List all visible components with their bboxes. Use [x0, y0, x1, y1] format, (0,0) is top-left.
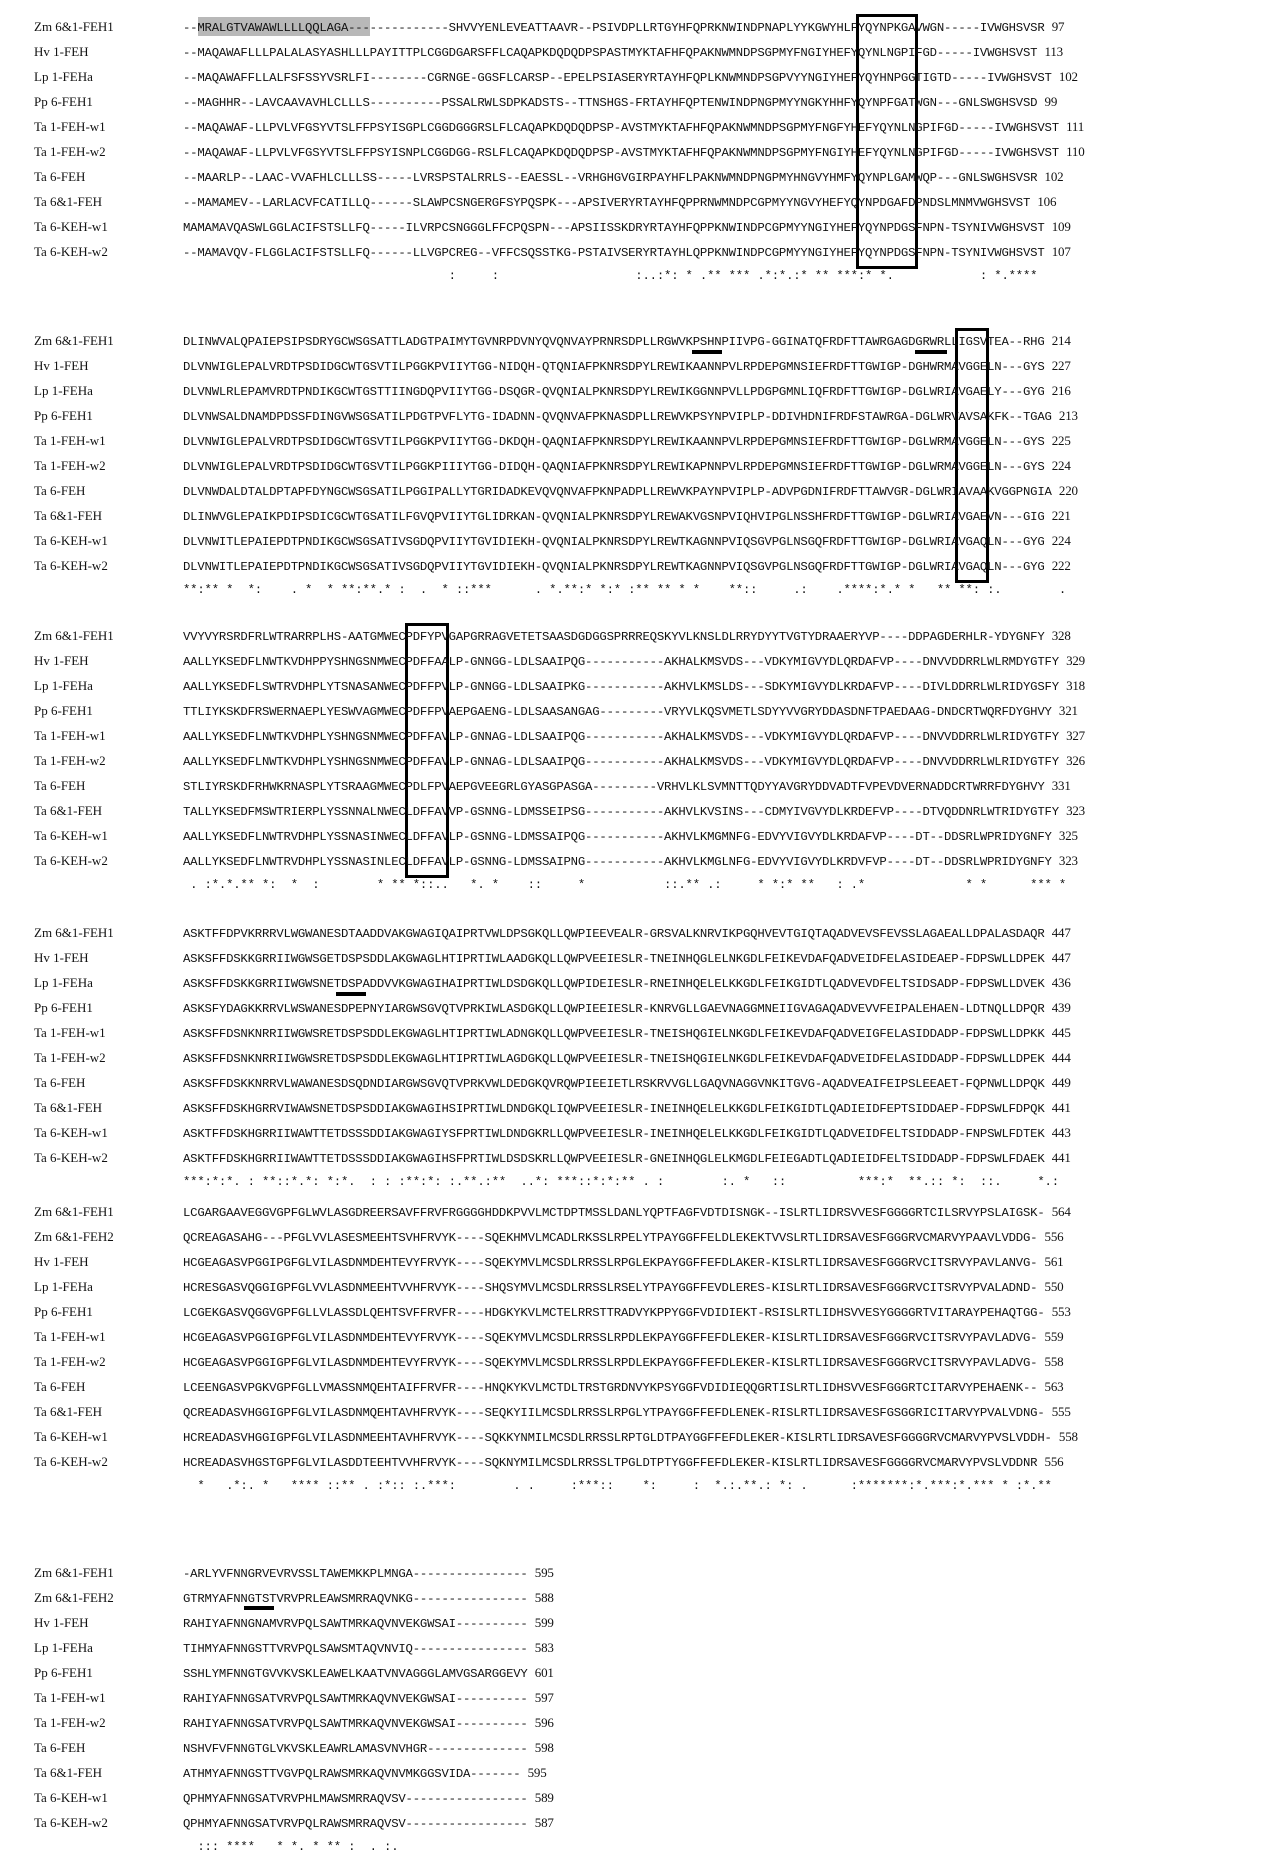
sequence-label: Zm 6&1-FEH1 [34, 19, 114, 34]
sequence-label: Lp 1-FEHa [34, 975, 93, 990]
consensus-line: : : :..:*: * .** *** .*:*.:* ** ***:* *. : *.**** [183, 269, 1038, 283]
sequence-text: RAHIYAFNNGSATVRVPQLSAWTMRKAQVNVEKGWSAI---------- 596 [183, 1715, 554, 1731]
sequence-text: ASKSFFDSNKNRRIIWGWSRETDSPSDDLEKGWAGLHTIPRTIWLADNGKQLLQWPVEEIESLR-TNEISHQGIELNKGDLFEIKEVDAFQADVEIGFELASIDDADP-FDPSWLLDPKK 445 [183, 1025, 1071, 1041]
sequence-text: --MAARLP--LAAC-VVAFHLCLLLSS-----LVRSPSTALRRLS--EAESSL--VRHGHGVGIRPAYHFLPAKNWMNDPNGPMYHNGVYHMFYQYNPLGAMWQP---GNLSWGHSVSR 102 [183, 169, 1064, 185]
sequence-label: Ta 1-FEH-w2 [34, 753, 106, 768]
residue-count: 216 [1051, 383, 1071, 398]
sequence-label: Ta 6&1-FEH [34, 803, 103, 818]
sequence-text: VVYVYRSRDFRLWTRARRPLHS-AATGMWECPDFYPVGAPGRRAGVETETSAASDGDGGSPRRREQSKYVLKNSLDLRRYDYYTVGTYDRAAERYVP----DDPAGDERHLR-YDYGNFY 328 [183, 628, 1071, 644]
sequence-label: Lp 1-FEHa [34, 69, 93, 84]
residue-count: 318 [1066, 678, 1085, 693]
sequence-text: QPHMYAFNNGSATVRVPHLMAWSMRRAQVSV----------------- 589 [183, 1790, 554, 1806]
residue-count: 227 [1051, 358, 1071, 373]
residue-count: 444 [1051, 1050, 1071, 1065]
sequence-text: SSHLYMFNNGTGVVKVSKLEAWELKAATVNVAGGGLAMVGSARGGEVY 601 [183, 1665, 554, 1681]
sequence-label: Ta 6-FEH [34, 483, 86, 498]
sequence-text: HCREADASVHGGIGPFGLVILASDNMEEHTAVHFRVYK----SQKKYNMILMCSDLRRSSLRPTGLDTPAYGGFFEFDLEKER-KISLRTLIDRSAVESFGGGGRVCMARVYPVSLVDDH- 558 [183, 1429, 1078, 1445]
sequence-label: Ta 6-KEH-w1 [34, 533, 108, 548]
sequence-label: Ta 6&1-FEH [34, 508, 103, 523]
sequence-text: RAHIYAFNNGSATVRVPQLSAWTMRKAQVNVEKGWSAI---------- 597 [183, 1690, 554, 1706]
residue-count: 550 [1044, 1279, 1064, 1294]
sequence-label: Ta 6-KEH-w2 [34, 558, 108, 573]
residue-count: 321 [1058, 703, 1078, 718]
sequence-label: Ta 6-FEH [34, 778, 86, 793]
sequence-label: Ta 6-KEH-w2 [34, 1150, 108, 1165]
sequence-label: Zm 6&1-FEH1 [34, 333, 114, 348]
consensus-line: ***:*:*. : **::*.*: *:*. : : :**:*: :.**.:** ..*: ***::*:*:** . : :. * :: ***:* **.:: *: ::. *.: [183, 1175, 1059, 1189]
sequence-text: QPHMYAFNNGSATVRVPQLRAWSMRRAQVSV----------------- 587 [183, 1815, 554, 1831]
sequence-text: LCGEKGASVQGGVGPFGLLVLASSDLQEHTSVFFRVFR----HDGKYKVLMCTELRRSTTRADVYKPPYGGFVDIDIEKT-RSISLRTLIDHSVVESYGGGGRTVITARAYPEHAQTGG- 553 [183, 1304, 1071, 1320]
sequence-text: ASKSFFDSKKNRRVLWAWANESDSQDNDIARGWSGVQTVPRKVWLDEDGKQVRQWPIEEIETLRSKRVVGLLGAQVNAGGVNKITGVG-AQADVEAIFEIPSLEEAET-FQPNWLLDPQK 449 [183, 1075, 1071, 1091]
sequence-text: DLVNWITLEPAIEPDTPNDIKGCWSGSATIVSGDQPVIIYTGVIDIEKH-QVQNIALPKNRSDPYLREWTKAGNNPVIQSGVPGLNSGQFRDFTTGWIGP-DGLWRIAVGAQLN---GYG 222 [183, 558, 1071, 574]
sequence-text: ASKSFFDSNKNRRIIWGWSRETDSPSDDLEKGWAGLHTIPRTIWLAGDGKQLLQWPVEEIESLR-TNEISHQGIELNKGDLFEIKEVDAFQADVEIDFELASIDDADP-FDPSWLLDPEK 444 [183, 1050, 1071, 1066]
sequence-label: Ta 6-KEH-w2 [34, 1815, 108, 1830]
sequence-label: Ta 6&1-FEH [34, 1765, 103, 1780]
sequence-label: Hv 1-FEH [34, 44, 89, 59]
sequence-text: --MAMAVQV-FLGGLACIFSTSLLFQ------LLVGPCREG--VFFCSQSSTKG-PSTAIVSERYRTAYHLQPPKNWINDPCGPMYYNGIYHEFYQYNPDGSFNPN-TSYNIVWGHSVST 107 [183, 244, 1071, 260]
residue-count: 589 [534, 1790, 554, 1805]
residue-count: 598 [534, 1740, 554, 1755]
sequence-text: HCGEAGASVPGGIGPFGLVILASDNMDEHTEVYFRVYK----SQEKYMVLMCSDLRRSSLRPDLEKPAYGGFFEFDLEKER-KISLRTLIDRSAVESFGGGRVCITSRVYPAVLADVG- 558 [183, 1354, 1064, 1370]
residue-count: 441 [1051, 1150, 1071, 1165]
sequence-label: Hv 1-FEH [34, 358, 89, 373]
residue-count: 323 [1058, 853, 1078, 868]
sequence-text: DLVNWIGLEPALVRDTPSDIDGCWTGSVTILPGGKPVIIYTGG-DKDQH-QAQNIAFPKNRSDPYLREWIKAANNPVLRPDEPGMNSIEFRDFTTGWIGP-DGLWRMAVGGELN---GYS 225 [183, 433, 1071, 449]
sequence-label: Pp 6-FEH1 [34, 94, 93, 109]
consensus-line: **:** * *: . * * **:**.* : . * ::*** . *.**:* *:* :** ** * * **:: .: .****:*.* * ** **: :. . [183, 583, 1067, 597]
sequence-text: -ARLYVFNNGRVEVRVSSLTAWEMKKPLMNGA---------------- 595 [183, 1565, 554, 1581]
sequence-text: ASKSFFDSKHGRRVIWAWSNETDSPSDDIAKGWAGIHSIPRTIWLDNDGKQLIQWPVEEIESLR-INEINHQELELKKGDLFEIKGIDTLQADIEIDFEPTSIDDAEP-FDPSWLFDPQK 441 [183, 1100, 1071, 1116]
sequence-label: Ta 6-KEH-w2 [34, 1454, 108, 1469]
sequence-label: Ta 6-KEH-w1 [34, 1429, 108, 1444]
residue-count: 441 [1051, 1100, 1071, 1115]
consensus-line: * .*:. * **** ::** . :*:: :.***: . . :***:: *: : *.:.**.: *: . :*******:*.***:*.*** * :*.** [183, 1479, 1052, 1493]
residue-count: 328 [1051, 628, 1071, 643]
sequence-text: TTLIYKSKDFRSWERNAEPLYESWVAGMWECPDFFPVAEPGAENG-LDLSAASANGAG---------VRYVLKQSVMETLSDYYVVGRYDDASDNFTPAEDAAG-DNDCRTWQRFDYGHVY 321 [183, 703, 1078, 719]
sequence-label: Ta 1-FEH-w2 [34, 1715, 106, 1730]
sequence-text: HCREADASVHGSTGPFGLVILASDDTEEHTVVHFRVYK----SQKNYMILMCSDLRRSSLTPGLDTPTYGGFFEFDLEKER-KISLRTLIDRSAVESFGGGGRVCMARVYPVSLVDDNR 556 [183, 1454, 1064, 1470]
sequence-text: AALLYKSEDFLNWTKVDHPPYSHNGSNMWECPDFFAALP-GNNGG-LDLSAAIPQG-----------AKHALKMSVDS---VDKYMIGVYDLQRDAFVP----DNVVDDRRLWLRMDYGTFY 329 [183, 653, 1085, 669]
residue-count: 110 [1066, 144, 1085, 159]
sequence-label: Pp 6-FEH1 [34, 408, 93, 423]
sequence-label: Ta 1-FEH-w1 [34, 433, 106, 448]
sequence-text: TALLYKSEDFMSWTRIERPLYSSNNALNWECLDFFAVVP-GSNNG-LDMSSEIPSG-----------AKHVLKVSINS---CDMYIVGVYDLKRDEFVP----DTVQDDNRLWTRIDYGTFY 323 [183, 803, 1085, 819]
sequence-label: Pp 6-FEH1 [34, 703, 93, 718]
sequence-label: Ta 6-KEH-w1 [34, 219, 108, 234]
sequence-label: Ta 6&1-FEH [34, 1100, 103, 1115]
sequence-text: DLVNWLRLEPAMVRDTPNDIKGCWTGSTTIINGDQPVIIYTGG-DSQGR-QVQNIALPKNRSDPYLREWIKGGNNPVLLPDGPGMNLIQFRDFTTGWIGP-DGLWRIAVGAELY---GYG 216 [183, 383, 1071, 399]
sequence-text: ASKTFFDSKHGRRIIWAWTTETDSSSDDIAKGWAGIHSFPRTIWLDSDSKRLLQWPVEEIESLR-GNEINHQGLELKMGDLFEIEGADTLQADIEIDFELTSIDDADP-FDPSWLFDAEK 441 [183, 1150, 1071, 1166]
residue-count: 558 [1058, 1429, 1078, 1444]
residue-count: 447 [1051, 925, 1071, 940]
residue-count: 221 [1051, 508, 1071, 523]
sequence-label: Ta 6-KEH-w2 [34, 244, 108, 259]
sequence-text: --MAGHHR--LAVCAAVAVHLCLLLS----------PSSALRWLSDPKADSTS--TTNSHGS-FRTAYHFQPTENWINDPNGPMYYNGKYHHFYQYNPFGATWGN---GNLSWGHSVSD 99 [183, 94, 1058, 110]
sequence-text: AALLYKSEDFLNWTKVDHPLYSHNGSNMWECPDFFAVLP-GNNAG-LDLSAAIPQG-----------AKHALKMSVDS---VDKYMIGVYDLQRDAFVP----DNVVDDRRLWLRIDYGTFY 327 [183, 728, 1085, 744]
residue-count: 102 [1044, 169, 1064, 184]
sequence-label: Zm 6&1-FEH1 [34, 925, 114, 940]
residue-count: 213 [1058, 408, 1078, 423]
sequence-label: Pp 6-FEH1 [34, 1304, 93, 1319]
residue-count: 323 [1066, 803, 1085, 818]
sequence-label: Hv 1-FEH [34, 653, 89, 668]
residue-count: 102 [1058, 69, 1078, 84]
sequence-text: AALLYKSEDFLNWTRVDHPLYSSNASINLECLDFFAVLP-GSNNG-LDMSSAIPNG-----------AKHVLKMGLNFG-EDVYVIGVYDLKRDVFVP----DT--DDSRLWPRIDYGNFY 323 [183, 853, 1078, 869]
sequence-label: Zm 6&1-FEH2 [34, 1590, 114, 1605]
sequence-label: Ta 1-FEH-w2 [34, 144, 106, 159]
residue-count: 331 [1051, 778, 1071, 793]
residue-count: 599 [534, 1615, 554, 1630]
sequence-label: Ta 1-FEH-w1 [34, 119, 106, 134]
sequence-label: Pp 6-FEH1 [34, 1000, 93, 1015]
sequence-label: Lp 1-FEHa [34, 678, 93, 693]
sequence-text: ASKSFFDSKKGRRIIWGWSGETDSPSDDLAKGWAGLHTIPRTIWLAADGKQLLQWPVEEIESLR-TNEINHQGLELNKGDLFEIKEVDAFQADVEIDFELASIDEAEP-FDPSWLLDPEK 447 [183, 950, 1071, 966]
sequence-text: HCGEAGASVPGGIPGFGLVILASDNMDEHTEVYFRVYK----SQEKYMVLMCSDLRRSSLRPGLEKPAYGGFFEFDLAKER-KISLRTLIDRSAVESFGGGRVCITSRVYPAVLANVG- 561 [183, 1254, 1064, 1270]
residue-count: 325 [1058, 828, 1078, 843]
residue-count: 595 [534, 1565, 554, 1580]
residue-count: 556 [1044, 1454, 1064, 1469]
residue-count: 563 [1044, 1379, 1064, 1394]
sequence-label: Ta 1-FEH-w1 [34, 1690, 106, 1705]
sequence-text: DLINWVALQPAIEPSIPSDRYGCWSGSATTLADGTPAIMYTGVNRPDVNYQVQNVAYPRNRSDPLLRGWVKPSHNPIIVPG-GGINATQFRDFTTAWRGAGDGRWRLLIGSVTEA--RHG 214 [183, 333, 1071, 349]
sequence-text: LCEENGASVPGKVGPFGLLVMASSNMQEHTAIFFRVFR----HNQKYKVLMCTDLTRSTGRDNVYKPSYGGFVDIDIEQQGRTISLRTLIDHSVVESFGGGRTCITARVYPEHAENK-- 563 [183, 1379, 1064, 1395]
residue-count: 99 [1044, 94, 1058, 109]
sequence-text: HCRESGASVQGGIGPFGLVVLASDNMEEHTVVHFRVYK----SHQSYMVLMCSDLRRSSLRSELYTPAYGGFFEVDLERES-KISLRTLIDRSAVESFGGGRVCITSRVYPVALADND- 550 [183, 1279, 1064, 1295]
consensus-line: ::: **** * *. * ** : . :. [183, 1840, 399, 1854]
sequence-label: Ta 1-FEH-w1 [34, 728, 106, 743]
sequence-text: RAHIYAFNNGNAMVRVPQLSAWTMRKAQVNVEKGWSAI---------- 599 [183, 1615, 554, 1631]
residue-count: 556 [1044, 1229, 1064, 1244]
residue-count: 439 [1051, 1000, 1071, 1015]
residue-count: 449 [1051, 1075, 1071, 1090]
sequence-label: Zm 6&1-FEH1 [34, 628, 114, 643]
residue-count: 224 [1051, 458, 1071, 473]
sequence-label: Ta 6-KEH-w1 [34, 828, 108, 843]
residue-count: 220 [1058, 483, 1078, 498]
residue-count: 113 [1044, 44, 1063, 59]
sequence-text: AALLYKSEDFLNWTKVDHPLYSHNGSNMWECPDFFAVLP-GNNAG-LDLSAAIPQG-----------AKHALKMSVDS---VDKYMIGVYDLQRDAFVP----DNVVDDRRLWLRIDYGTFY 326 [183, 753, 1085, 769]
sequence-label: Ta 1-FEH-w2 [34, 1354, 106, 1369]
residue-count: 329 [1066, 653, 1085, 668]
sequence-text: TIHMYAFNNGSTTVRVPQLSAWSMTAQVNVIQ---------------- 583 [183, 1640, 554, 1656]
sequence-text: --MRALGTVAWAWLLLLQQLAGA--------------SHVVYENLEVEATTAAVR--PSIVDPLLRTGYHFQPRKNWINDPNAPLYYKGWYHLFYQYNPKGAVWGN-----IVWGHSVSR 97 [183, 19, 1065, 35]
sequence-label: Hv 1-FEH [34, 950, 89, 965]
residue-count: 596 [534, 1715, 554, 1730]
sequence-label: Lp 1-FEHa [34, 383, 93, 398]
sequence-label: Ta 6-KEH-w1 [34, 1125, 108, 1140]
sequence-text: ATHMYAFNNGSTTVGVPQLRAWSMRKAQVNVMKGGSVIDA------- 595 [183, 1765, 547, 1781]
sequence-text: GTRMYAFNNGTSTVRVPRLEAWSMRRAQVNKG---------------- 588 [183, 1590, 554, 1606]
sequence-text: DLVNWDALDTALDPTAPFDYNGCWSGSATILPGGIPALLYTGRIDADKEVQVQNVAFPKNPADPLLREWVKPAYNPVIPLP-ADVPGDNIFRDFTTAWVGR-DGLWRIAVAAKVGGPNGIA 220 [183, 483, 1078, 499]
sequence-text: ASKSFFDSKKGRRIIWGWSNETDSPADDVVKGWAGIHAIPRTIWLDSDGKQLLQWPIDEIESLR-RNEINHQELELKKGDLFEIKGIDTLQADVEVDFELTSIDSADP-FDPSWLLDVEK 436 [183, 975, 1071, 991]
sequence-label: Ta 1-FEH-w1 [34, 1329, 106, 1344]
sequence-text: AALLYKSEDFLSWTRVDHPLYTSNASANWECPDFFPVLP-GNNGG-LDLSAAIPKG-----------AKHVLKMSLDS---SDKYMIGVYDLKRDAFVP----DIVLDDRRLWLRIDYGSFY 318 [183, 678, 1085, 694]
residue-count: 447 [1051, 950, 1071, 965]
sequence-text: --MAQAWAF-LLPVLVFGSYVTSLFFPSYISGPLCGGDGGGRSLFLCAQAPKDQDQDPSP-AVSTMYKTAFHFQPAKNWMNDPSGPMYFNGFYHEFYQYNLNGPIFGD-----IVWGHSVST 111 [183, 119, 1085, 135]
residue-count: 107 [1051, 244, 1071, 259]
residue-count: 588 [534, 1590, 554, 1605]
residue-count: 97 [1051, 19, 1065, 34]
sequence-label: Ta 6-KEH-w1 [34, 1790, 108, 1805]
residue-count: 436 [1051, 975, 1071, 990]
sequence-label: Pp 6-FEH1 [34, 1665, 93, 1680]
sequence-label: Ta 6-FEH [34, 169, 86, 184]
sequence-text: --MAQAWAFLLLPALALASYASHLLLPAYITTPLCGGDGARSFFLCAQAPKDQDQDPSPASTMYKTAFHFQPAKNWMNDPSGPMYFNGIYHEFYQYNLNGPIFGD-----IVWGHSVST 113 [183, 44, 1063, 60]
sequence-text: HCGEAGASVPGGIGPFGLVILASDNMDEHTEVYFRVYK----SQEKYMVLMCSDLRRSSLRPDLEKPAYGGFFEFDLEKER-KISLRTLIDRSAVESFGGGRVCITSRVYPAVLADVG- 559 [183, 1329, 1064, 1345]
residue-count: 109 [1051, 219, 1071, 234]
sequence-label: Ta 1-FEH-w1 [34, 1025, 106, 1040]
sequence-text: NSHVFVFNNGTGLVKVSKLEAWRLAMASVNVHGR-------------- 598 [183, 1740, 554, 1756]
sequence-text: --MAQAWAFFLLALFSFSSYVSRLFI--------CGRNGE-GGSFLCARSP--EPELPSIASERYRTAYHFQPLKNWMNDPSGPVYYNGIYHEFYQYHNPGGTIGTD-----IVWGHSVST 102 [183, 69, 1078, 85]
residue-count: 553 [1051, 1304, 1071, 1319]
sequence-text: LCGARGAAVEGGVGPFGLWVLASGDREERSAVFFRVFRGGGGHDDKPVVLMCTDPTMSSLDANLYQPTFAGFVDTDISNGK--ISLRTLIDRSVVESFGGGGRTCILSRVYPSLAIGSK- 564 [183, 1204, 1071, 1220]
sequence-label: Zm 6&1-FEH1 [34, 1565, 114, 1580]
residue-count: 214 [1051, 333, 1071, 348]
residue-count: 224 [1051, 533, 1071, 548]
residue-count: 564 [1051, 1204, 1071, 1219]
sequence-text: STLIYRSKDFRHWKRNASPLYTSRAAGMWECPDLFPVAEPGVEEGRLGYASGPASGA---------VRHVLKLSVMNTTQDYYAVGRYDDVADTFVPEVDVERNADDCRTWRRFDYGHVY 331 [183, 778, 1071, 794]
sequence-label: Ta 1-FEH-w2 [34, 458, 106, 473]
sequence-label: Ta 6-FEH [34, 1075, 86, 1090]
sequence-text: QCREADASVHGGIGPFGLVILASDNMQEHTAVHFRVYK----SEQKYIILMCSDLRRSSLRPGLYTPAYGGFFEFDLENEK-RISLRTLIDRSAVESFGSGGRICITARVYPVALVDNG- 555 [183, 1404, 1071, 1420]
residue-count: 106 [1037, 194, 1057, 209]
residue-count: 597 [534, 1690, 554, 1705]
consensus-line: . :*.*.** *: * : * ** *::.. *. * :: * ::.** .: * *:* ** : .* * * *** * [183, 878, 1067, 892]
sequence-label: Zm 6&1-FEH1 [34, 1204, 114, 1219]
sequence-label: Ta 6&1-FEH [34, 1404, 103, 1419]
residue-count: 445 [1051, 1025, 1071, 1040]
residue-count: 222 [1051, 558, 1071, 573]
sequence-label: Ta 6-FEH [34, 1379, 86, 1394]
sequence-text: DLVNWIGLEPALVRDTPSDIDGCWTGSVTILPGGKPVIIYTGG-NIDQH-QTQNIAFPKNRSDPYLREWIKAANNPVLRPDEPGMNSIEFRDFTTGWIGP-DGHWRMAVGGELN---GYS 227 [183, 358, 1071, 374]
sequence-text: DLINWVGLEPAIKPDIPSDICGCWTGSATILFGVQPVIIYTGLIDRKAN-QVQNIALPKNRSDPYLREWAKVGSNPVIQHVIPGLNSSHFRDFTTGWIGP-DGLWRIAVGAEVN---GIG 221 [183, 508, 1071, 524]
sequence-text: DLVNWITLEPAIEPDTPNDIKGCWSGSATIVSGDQPVIIYTGVIDIEKH-QVQNIALPKNRSDPYLREWTKAGNNPVIQSGVPGLNSGQFRDFTTGWIGP-DGLWRIAVGAQLN---GYG 224 [183, 533, 1071, 549]
sequence-label: Ta 6&1-FEH [34, 194, 103, 209]
residue-count: 111 [1066, 119, 1085, 134]
residue-count: 327 [1066, 728, 1085, 743]
residue-count: 587 [534, 1815, 554, 1830]
residue-count: 561 [1044, 1254, 1064, 1269]
sequence-label: Ta 6-FEH [34, 1740, 86, 1755]
sequence-label: Lp 1-FEHa [34, 1640, 93, 1655]
sequence-label: Hv 1-FEH [34, 1254, 89, 1269]
sequence-text: MAMAMAVQASWLGGLACIFSTSLLFQ-----ILVRPCSNGGGLFFCPQSPN---APSIISSKDRYRTAYHFQPPKNWINDPCGPMYYNGIYHEFYQYNPDGSFNPN-TSYNIVWGHSVST 109 [183, 219, 1071, 235]
residue-count: 225 [1051, 433, 1071, 448]
sequence-text: AALLYKSEDFLNWTRVDHPLYSSNASINWECLDFFAVLP-GSNNG-LDMSSAIPQG-----------AKHVLKMGMNFG-EDVYVIGVYDLKRDAFVP----DT--DDSRLWPRIDYGNFY 325 [183, 828, 1078, 844]
sequence-text: ASKTFFDPVKRRRVLWGWANESDTAADDVAKGWAGIQAIPRTVWLDPSGKQLLQWPIEEVEALR-GRSVALKNRVIKPGQHVEVTGIQTAQADVEVSFEVSSLAGAEALLDPALASDAQR 447 [183, 925, 1071, 941]
residue-count: 555 [1051, 1404, 1071, 1419]
residue-count: 443 [1051, 1125, 1071, 1140]
sequence-label: Ta 1-FEH-w2 [34, 1050, 106, 1065]
residue-count: 595 [527, 1765, 547, 1780]
sequence-label: Lp 1-FEHa [34, 1279, 93, 1294]
sequence-text: --MAMAMEV--LARLACVFCATILLQ------SLAWPCSNGERGFSYPQSPK---APSIVERYRTAYHFQPPRNWMNDPCGPMYYNGVYHEFYQYNPDGAFDPNDSLMNMVWGHSVST 106 [183, 194, 1057, 210]
sequence-label: Hv 1-FEH [34, 1615, 89, 1630]
sequence-text: --MAQAWAF-LLPVLVFGSYVTSLFFPSYISNPLCGGDGG-RSLFLCAQAPKDQDQDPSP-AVSTMYKTAFHFQPAKNWMNDPSGPMYFNGIYHEFYQYNLNGPIFGD-----IVWGHSVST 110 [183, 144, 1085, 160]
residue-count: 558 [1044, 1354, 1064, 1369]
sequence-text: DLVNWIGLEPALVRDTPSDIDGCWTGSVTILPGGKPIIIYTGG-DIDQH-QAQNIAFPKNRSDPYLREWIKAPNNPVLRPDEPGMNSIEFRDFTTGWIGP-DGLWRMAVGGELN---GYS 224 [183, 458, 1071, 474]
sequence-text: QCREAGASAHG---PFGLVVLASESMEEHTSVHFRVYK----SQEKHMVLMCADLRKSSLRPELYTPAYGGFFELDLEKEKTVVSLRTLIDRSAVESFGGGRVCMARVYPAAVLVDDG- 556 [183, 1229, 1064, 1245]
sequence-text: ASKTFFDSKHGRRIIWAWTTETDSSSDDIAKGWAGIYSFPRTIWLDNDGKRLLQWPVEEIESLR-INEINHQELELKKGDLFEIKGIDTLQADVEIDFELTSIDDADP-FNPSWLFDTEK 443 [183, 1125, 1071, 1141]
residue-count: 583 [534, 1640, 554, 1655]
residue-count: 326 [1066, 753, 1085, 768]
sequence-text: DLVNWSALDNAMDPDSSFDINGVWSGSATILPDGTPVFLYTG-IDADNN-QVQNVAFPKNASDPLLREWVKPSYNPVIPLP-DDIVHDNIFRDFSTAWRGA-DGLWRVAVSAKFK--TGAG 213 [183, 408, 1078, 424]
sequence-label: Ta 6-KEH-w2 [34, 853, 108, 868]
residue-count: 601 [534, 1665, 554, 1680]
sequence-text: ASKSFYDAGKKRRVLWSWANESDPEPNYIARGWSGVQTVPRKIWLASDGKQLLQWPIEEIESLR-KNRVGLLGAEVNAGGMNEIIGVAGAQADVEVVFEIPALEHAEN-LDTNQLLDPQR 439 [183, 1000, 1071, 1016]
sequence-label: Zm 6&1-FEH2 [34, 1229, 114, 1244]
residue-count: 559 [1044, 1329, 1064, 1344]
